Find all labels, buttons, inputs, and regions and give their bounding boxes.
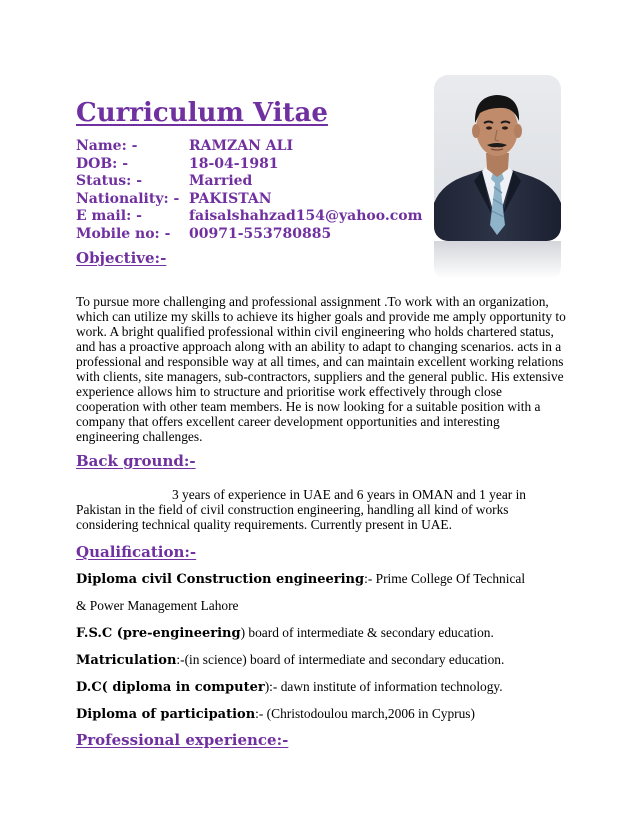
qualification-title: Matriculation bbox=[76, 653, 177, 668]
qualification-detail: ) board of intermediate & secondary education. bbox=[240, 625, 494, 640]
qualification-title: F.S.C (pre-engineering bbox=[76, 626, 241, 641]
info-row-email bbox=[76, 208, 436, 226]
email-label: E mail: - bbox=[76, 208, 142, 224]
experience-heading: Professional experience:- bbox=[76, 731, 289, 749]
info-row-name bbox=[76, 138, 436, 156]
qualification-item bbox=[76, 625, 576, 642]
objective-text: To pursue more challenging and professional assignment .To work with an organization, which can utilize my skills to achieve its higher goals and provide me amply opportunity to work. A bright qualified professional within civil engineering who holds chartered status, and has a proactive approach along with an ability to adapt to changing scenarios. acts in a professional and responsible way at all times, and can maintain excellent working relations with clients, site managers, sub-contractors, suppliers and the general public. His extensive experience allows him to structure and prioritise work effectively through close cooperation with other team members. He is now looking for a suitable position with a company that offers excellent career development opportunities and interesting engineering challenges. bbox=[76, 294, 566, 445]
status-label: Status: - bbox=[76, 173, 143, 189]
info-row-mobile bbox=[76, 226, 436, 244]
personal-info bbox=[76, 138, 436, 243]
nationality-label: Nationality: - bbox=[76, 190, 180, 207]
name-value: RAMZAN ALI bbox=[189, 138, 294, 154]
qualification-item bbox=[76, 571, 576, 588]
name-label: Name: - bbox=[76, 138, 138, 154]
qualification-detail: ):- dawn institute of information technology. bbox=[264, 679, 503, 694]
qualification-item bbox=[76, 706, 576, 723]
info-row-dob bbox=[76, 156, 436, 174]
email-value: faisalshahzad154@yahoo.com bbox=[189, 208, 423, 224]
status-value: Married bbox=[189, 173, 253, 189]
photo-reflection bbox=[434, 241, 561, 281]
qualification-detail: & Power Management Lahore bbox=[76, 598, 239, 613]
dob-value: 18-04-1981 bbox=[189, 155, 279, 172]
profile-photo bbox=[434, 75, 561, 281]
qualification-item bbox=[76, 652, 576, 669]
qualification-title: Diploma of participation bbox=[76, 707, 256, 722]
objective-heading: Objective:- bbox=[76, 249, 167, 267]
mobile-value: 00971-553780885 bbox=[189, 225, 332, 242]
info-row-nationality bbox=[76, 191, 436, 209]
qualification-title: D.C( diploma in computer bbox=[76, 680, 265, 695]
info-row-status bbox=[76, 173, 436, 191]
qualification-detail: :- (Christodoulou march,2006 in Cyprus) bbox=[255, 706, 475, 721]
cv-title: Curriculum Vitae bbox=[76, 98, 328, 128]
qualification-title: Diploma civil Construction engineering bbox=[76, 572, 365, 587]
qualification-detail: :-(in science) board of intermediate and secondary education. bbox=[176, 652, 505, 667]
qualification-heading: Qualification:- bbox=[76, 543, 197, 561]
qualification-detail: :- Prime College Of Technical bbox=[364, 571, 526, 586]
qualification-item bbox=[76, 598, 576, 614]
portrait-photo-icon bbox=[434, 75, 561, 241]
nationality-value: PAKISTAN bbox=[189, 190, 272, 207]
dob-label: DOB: - bbox=[76, 155, 129, 172]
background-heading: Back ground:- bbox=[76, 452, 196, 470]
mobile-label: Mobile no: - bbox=[76, 225, 171, 242]
background-text bbox=[76, 487, 566, 532]
background-line-rest: Pakistan in the field of civil construction engineering, handling all kind of works considering technical quality requirements. Currently present in UAE. bbox=[76, 502, 509, 533]
qualification-item bbox=[76, 679, 576, 696]
background-line-1: 3 years of experience in UAE and 6 years in OMAN and 1 year in bbox=[172, 487, 526, 502]
